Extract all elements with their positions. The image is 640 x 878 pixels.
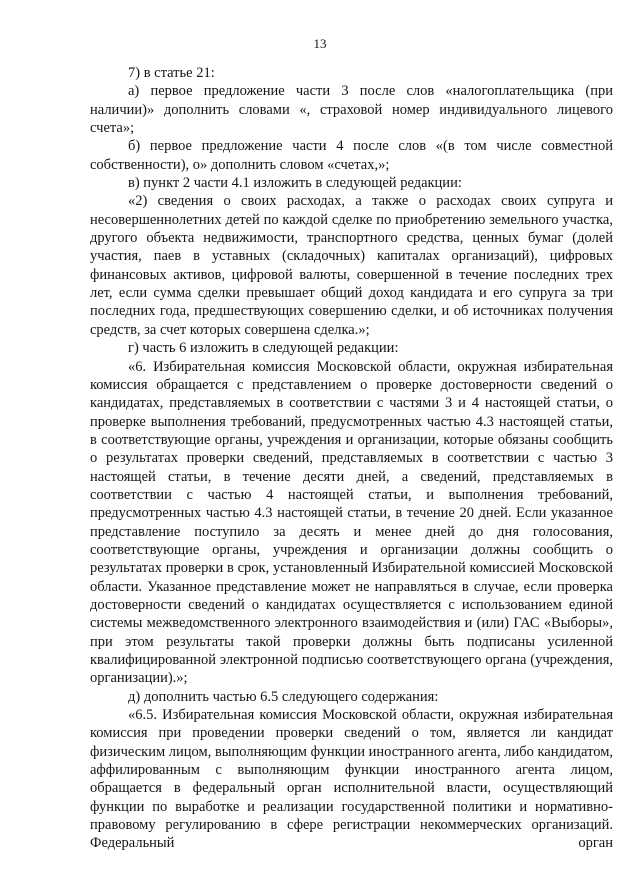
document-body bbox=[90, 64, 613, 853]
paragraph-7d: д) дополнить частью 6.5 следующего содержания: bbox=[128, 688, 439, 705]
paragraph-part-6-5: «6.5. Избирательная комиссия Московской области, окружная избирательная комиссия при проведении проверки сведений о том, является ли кандидат физическим лицом, выполняющим функции иностранного агента, либо кандидатом, аффилированным с выполняющим функции иностранного агента лицом, обращается в федеральный орган исполнительной власти, осуществляющий функции по выработке и реализации государственной политики и нормативно-правовому регулированию в сфере регистрации некоммерческих организаций. Федеральный орган bbox=[90, 707, 613, 852]
paragraph-7-header: 7) в статье 21: bbox=[128, 65, 215, 81]
paragraph-7g: г) часть 6 изложить в следующей редакции: bbox=[128, 340, 399, 357]
paragraph-7b: б) первое предложение части 4 после слов «(в том числе совместной собственности), о» дополнить словом «счетах,»; bbox=[90, 138, 613, 173]
paragraph-7a: а) первое предложение части 3 после слов «налогоплательщика (при наличии)» дополнить словами «, страховой номер индивидуального лицевого счета»; bbox=[90, 83, 613, 137]
page-number: 13 bbox=[313, 36, 327, 51]
paragraph-part-6: «6. Избирательная комиссия Московской области, окружная избирательная комиссия обращается с представлением о проверке достоверности сведений о кандидатах, представляемых в соответствии с частями 3 и 4 настоящей статьи, о проверке выполнения требований, предусмотренных частью 4.3 настоящей статьи, в соответствующие органы, учреждения и организации, которые обязаны сообщить о результатах проверки сведений, представляемых в соответствии с частью 3 настоящей статьи, в течение десяти дней, а сведений, представляемых в соответствии с частью 4 настоящей статьи, и выполнения требований, предусмотренных частью 4.3 настоящей статьи, в течение 20 дней. Если указанное представление поступило за десять и менее дней до дня голосования, соответствующие органы, учреждения и организации должны сообщить о результатах проверки в срок, установленный Избирательной комиссией Московской области. Указанное представление может не направляться в случае, если проверка достоверности сведений о кандидатах осуществляется с использованием единой системы межведомственного электронного взаимодействия и (или) ГАС «Выборы», при этом результаты такой проверки должны быть подписаны усиленной квалифицированной электронной подписью соответствующего органа (учреждения, организации).»; bbox=[90, 358, 613, 687]
paragraph-7v: в) пункт 2 части 4.1 изложить в следующей редакции: bbox=[128, 175, 462, 192]
paragraph-point-2: «2) сведения о своих расходах, а также о расходах своих супруга и несовершеннолетних детей по каждой сделке по приобретению земельного участка, другого объекта недвижимости, транспортного средства, ценных бумаг (долей участия, паев в уставных (складочных) капиталах организаций), цифровых финансовых активов, цифровой валюты, совершенной в течение последних трех лет, если сумма сделки превышает общий доход кандидата и его супруга за три последних года, предшествующих совершению сделки, и об источниках получения средств, за счет которых совершена сделка.»; bbox=[90, 193, 613, 338]
